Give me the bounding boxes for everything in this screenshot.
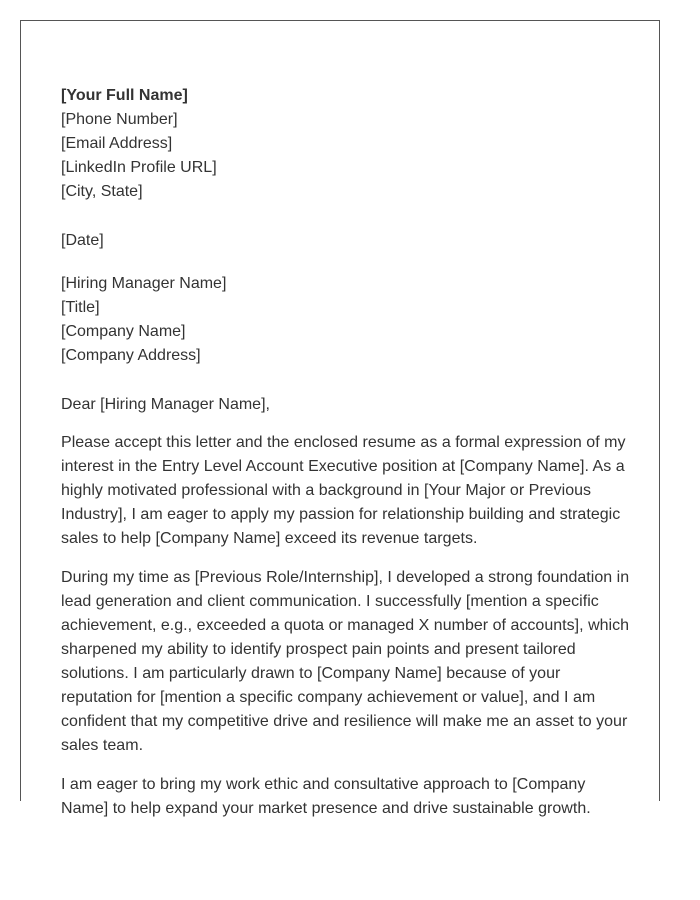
- date-block: [61, 229, 631, 253]
- sender-name: [Your Full Name]: [61, 87, 188, 104]
- sender-phone: [Phone Number]: [61, 111, 178, 128]
- body-paragraph-3: I am eager to bring my work ethic and consultative approach to [Company Name] to help expand your market presence and drive sustainable growth.: [61, 776, 591, 817]
- recipient-company: [Company Name]: [61, 323, 186, 340]
- salutation-block: [61, 393, 631, 417]
- letter-date: [Date]: [61, 232, 104, 249]
- sender-block: [61, 84, 631, 204]
- recipient-name: [Hiring Manager Name]: [61, 275, 227, 292]
- letter-page: [20, 20, 660, 817]
- letter-content: [61, 84, 631, 821]
- recipient-address: [Company Address]: [61, 347, 201, 364]
- recipient-block: [61, 272, 631, 368]
- sender-location: [City, State]: [61, 183, 143, 200]
- salutation: Dear [Hiring Manager Name],: [61, 396, 270, 413]
- body-paragraph-2: During my time as [Previous Role/Internship], I developed a strong foundation in lead generation and client communication. I successfully [mention a specific achievement, e.g., exceeded a quota or managed X number of accounts], which sharpened my ability to identify prospect pain points and present tailored solutions. I am particularly drawn to [Company Name] because of your reputation for [mention a specific company achievement or value], and I am confident that my competitive drive and resilience will make me an asset to your sales team.: [61, 569, 630, 754]
- sender-email: [Email Address]: [61, 135, 173, 152]
- body-paragraph-1: Please accept this letter and the enclosed resume as a formal expression of my interest in the Entry Level Account Executive position at [Company Name]. As a highly motivated professional with a background in [Your Major or Previous Industry], I am eager to apply my passion for relationship building and strategic sales to help [Company Name] exceed its revenue targets.: [61, 434, 626, 547]
- sender-linkedin: [LinkedIn Profile URL]: [61, 159, 217, 176]
- recipient-title: [Title]: [61, 299, 100, 316]
